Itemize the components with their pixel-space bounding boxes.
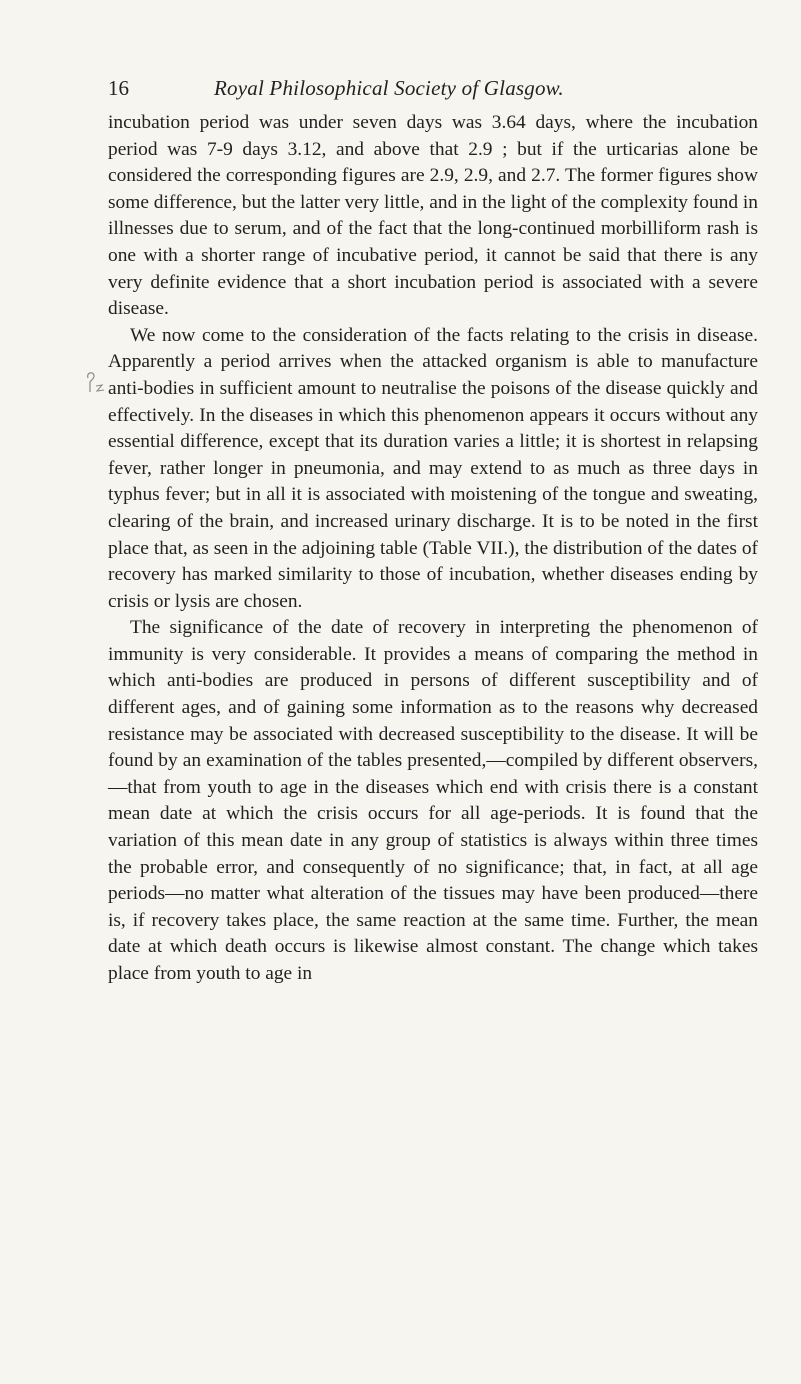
paragraph-crisis: We now come to the consideration of the facts relating to the crisis in disease. Apparently a period arrives when the attacked organism is able to manufacture anti-bodies in sufficient amount to neutralise the poisons of the disease quickly and effectively. In the diseases in which this phenomenon appears it occurs without any essential difference, except that its duration varies a little; it is shortest in relapsing fever, rather longer in pneumonia, and may extend to as much as three days in typhus fever; but in all it is associated with moistening of the tongue and sweating, clearing of the brain, and increased urinary discharge. It is to be noted in the first place that, as seen in the adjoining table (Table VII.), the distribution of the dates of recovery has marked similarity to those of incubation, whether diseases ending by crisis or lysis are chosen. <box>108 324 758 612</box>
body-text <box>108 110 758 988</box>
paragraph-incubation: incubation period was under seven days was 3.64 days, where the incubation period was 7-9 days 3.12, and above that 2.9 ; but if the urticarias alone be considered the corresponding figures are 2.9, 2.9, and 2.7. The former figures show some difference, but the latter very little, and in the light of the complexity found in illnesses due to serum, and of the fact that the long-continued morbilliform rash is one with a shorter range of incubative period, it cannot be said that there is any very definite evidence that a short incubation period is associated with a severe disease. <box>108 112 758 320</box>
paragraph-recovery: The significance of the date of recovery in interpreting the phenomenon of immunity is very considerable. It provides a means of comparing the method in which anti-bodies are produced in persons of different susceptibility and of different ages, and of gaining some information as to the reasons why decreased resistance may be associated with decreased susceptibility to the disease. It will be found by an examination of the tables presented,—compiled by different observers,—that from youth to age in the diseases which end with crisis there is a constant mean date at which the crisis occurs for all age-periods. It is found that the variation of this mean date in any group of statistics is always within three times the probable error, and consequently of no significance; that, in fact, at all age periods—no matter what alteration of the tissues may have been produced—there is, if recovery takes place, the same reaction at the same time. Further, the mean date at which death occurs is likewise almost constant. The change which takes place from youth to age in <box>108 617 758 984</box>
page-number: 16 <box>108 76 129 100</box>
page-header <box>108 76 748 106</box>
running-title: Royal Philosophical Society of Glasgow. <box>214 76 564 100</box>
